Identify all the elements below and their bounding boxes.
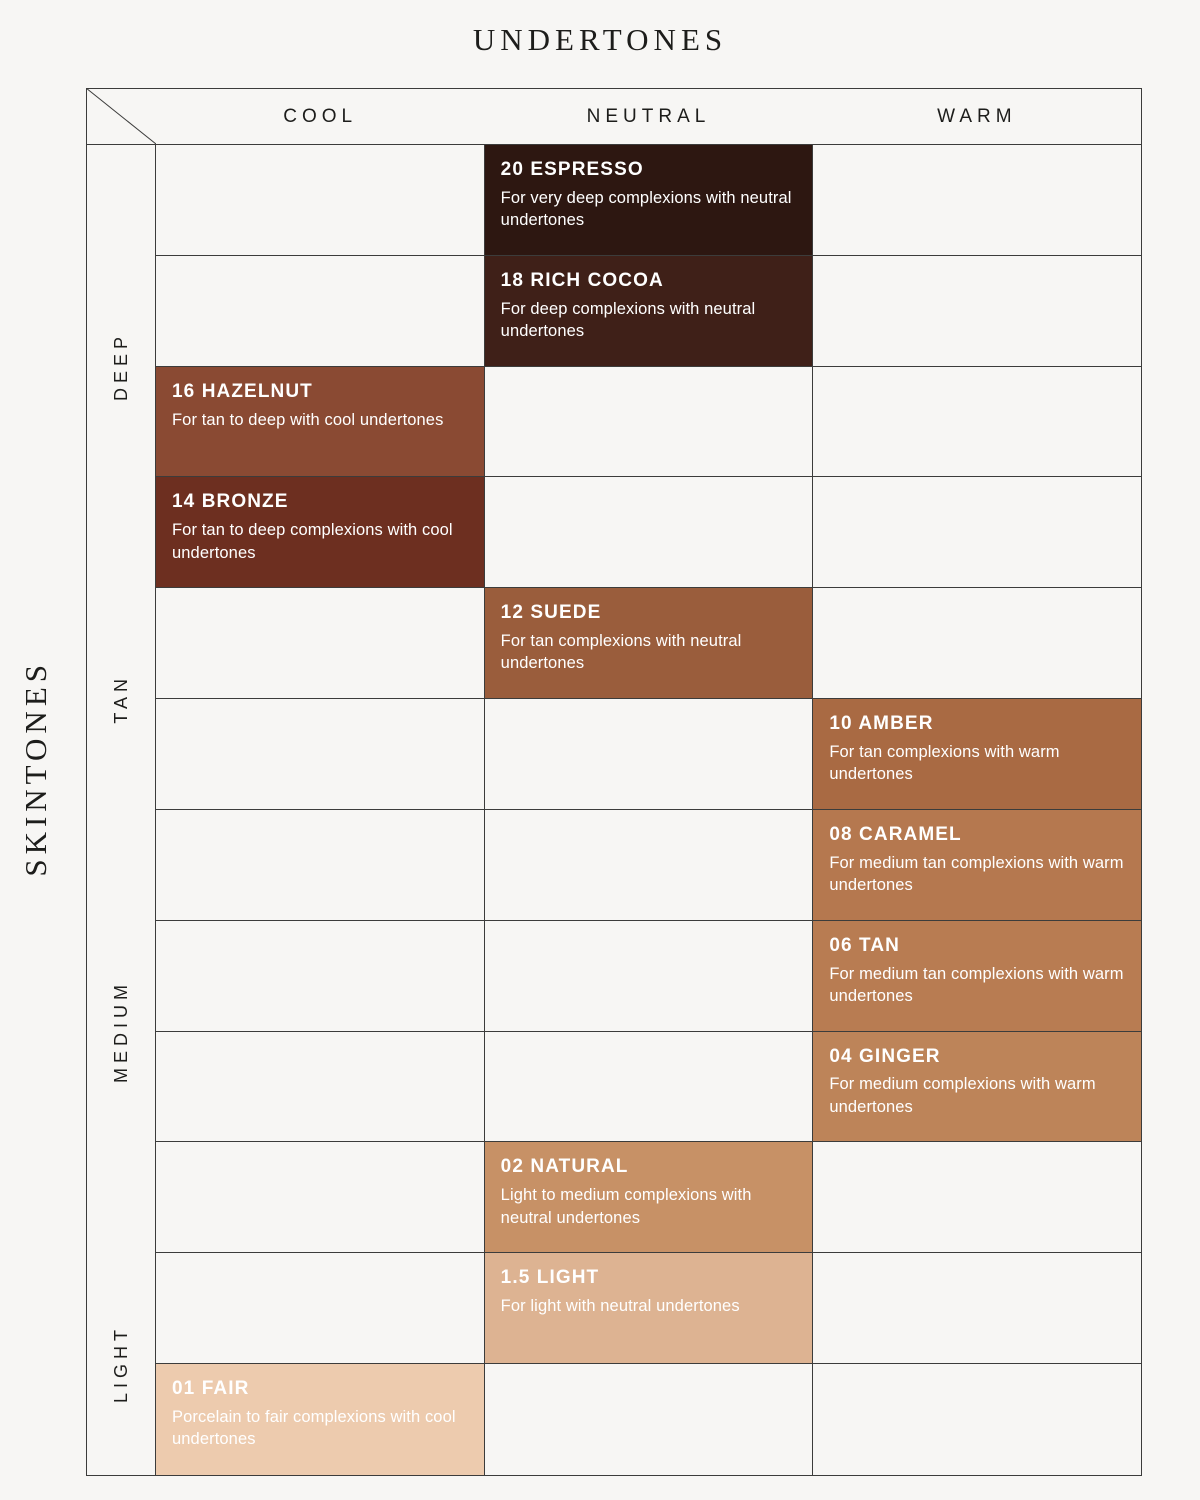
shade-name: 18 RICH COCOA <box>500 269 664 291</box>
shade-description: For tan to deep complexions with cool undertones <box>172 521 453 562</box>
empty-cell-neutral <box>485 921 814 1032</box>
empty-cell-neutral <box>485 810 814 921</box>
matrix-row <box>156 588 1141 699</box>
shade-description: For deep complexions with neutral undertones <box>500 299 756 340</box>
empty-cell-warm <box>813 256 1141 367</box>
shade-name: 06 TAN <box>829 934 900 956</box>
empty-cell-neutral <box>485 1364 814 1475</box>
band-label-light: LIGHT <box>110 1325 131 1404</box>
skintones-axis-label: SKINTONES <box>18 660 53 877</box>
empty-cell-neutral <box>485 367 814 478</box>
shade-description: For very deep complexions with neutral undertones <box>500 188 792 230</box>
shade-matrix <box>156 145 1141 1475</box>
empty-cell-cool <box>156 256 485 367</box>
band-label-deep: DEEP <box>110 332 131 402</box>
shade-description: For tan complexions with warm undertones <box>829 742 1060 784</box>
shade-cell-02-natural[interactable] <box>485 1142 814 1253</box>
empty-cell-warm <box>813 1253 1141 1364</box>
matrix-row <box>156 1032 1141 1143</box>
matrix-row <box>156 1142 1141 1253</box>
empty-cell-warm <box>813 145 1141 256</box>
empty-cell-warm <box>813 1142 1141 1253</box>
shade-cell-1-5-light[interactable] <box>485 1253 814 1364</box>
shade-cell-10-amber[interactable] <box>813 699 1141 810</box>
matrix-row <box>156 256 1141 367</box>
empty-cell-warm <box>813 588 1141 699</box>
matrix-row <box>156 699 1141 810</box>
shade-name: 1.5 LIGHT <box>500 1267 600 1289</box>
shade-name: 01 FAIR <box>172 1378 250 1400</box>
shade-name: 10 AMBER <box>829 713 934 735</box>
shade-name: 02 NATURAL <box>500 1156 629 1178</box>
shade-description: For medium complexions with warm undertones <box>829 1075 1096 1116</box>
column-header-neutral: NEUTRAL <box>586 105 711 127</box>
shade-cell-01-fair[interactable] <box>156 1364 485 1475</box>
shade-description: For medium tan complexions with warm undertones <box>829 853 1124 895</box>
empty-cell-warm <box>813 1364 1141 1475</box>
shade-description: Porcelain to fair complexions with cool undertones <box>172 1407 456 1449</box>
shade-cell-18-rich-cocoa[interactable] <box>485 256 814 367</box>
empty-cell-neutral <box>485 1032 814 1143</box>
band-medium <box>87 810 155 1253</box>
shade-cell-04-ginger[interactable] <box>813 1032 1141 1143</box>
header-spacer <box>87 89 156 144</box>
shade-cell-20-espresso[interactable] <box>485 145 814 256</box>
empty-cell-warm <box>813 367 1141 478</box>
shade-name: 04 GINGER <box>829 1045 941 1067</box>
band-label-tan: TAN <box>110 674 131 724</box>
column-header-cool: COOL <box>283 105 358 127</box>
empty-cell-cool <box>156 921 485 1032</box>
matrix-row <box>156 477 1141 588</box>
empty-cell-cool <box>156 145 485 256</box>
shade-cell-14-bronze[interactable] <box>156 477 485 588</box>
undertone-header-row <box>87 89 1141 144</box>
matrix-row <box>156 367 1141 478</box>
shade-name: 20 ESPRESSO <box>500 159 644 180</box>
matrix-row <box>156 810 1141 921</box>
shade-name: 08 CARAMEL <box>829 823 962 845</box>
empty-cell-neutral <box>485 477 814 588</box>
empty-cell-cool <box>156 699 485 810</box>
shade-description: For tan to deep with cool undertones <box>172 410 444 429</box>
skintone-band-column <box>87 145 156 1475</box>
shade-description: For light with neutral undertones <box>500 1297 740 1316</box>
empty-cell-cool <box>156 588 485 699</box>
shade-name: 12 SUEDE <box>500 602 602 624</box>
page-title: UNDERTONES <box>472 22 728 57</box>
band-label-medium: MEDIUM <box>110 980 131 1084</box>
shade-cell-06-tan[interactable] <box>813 921 1141 1032</box>
matrix-row <box>156 921 1141 1032</box>
band-tan <box>87 588 155 810</box>
shade-description: For medium tan complexions with warm undertones <box>829 964 1124 1005</box>
shade-description: Light to medium complexions with neutral undertones <box>500 1186 752 1227</box>
matrix-row <box>156 145 1141 256</box>
empty-cell-neutral <box>485 699 814 810</box>
matrix-row <box>156 1253 1141 1364</box>
empty-cell-cool <box>156 810 485 921</box>
shade-name: 14 BRONZE <box>172 491 289 513</box>
shade-name: 16 HAZELNUT <box>172 380 313 402</box>
empty-cell-cool <box>156 1253 485 1364</box>
empty-cell-warm <box>813 477 1141 588</box>
shade-cell-16-hazelnut[interactable] <box>156 367 485 478</box>
band-deep <box>87 145 155 588</box>
column-header-warm: WARM <box>937 105 1017 127</box>
matrix-row <box>156 1364 1141 1475</box>
empty-cell-cool <box>156 1142 485 1253</box>
shade-description: For tan complexions with neutral undertones <box>500 632 742 673</box>
shade-cell-12-suede[interactable] <box>485 588 814 699</box>
band-light <box>87 1253 155 1475</box>
empty-cell-cool <box>156 1032 485 1143</box>
shade-cell-08-caramel[interactable] <box>813 810 1141 921</box>
